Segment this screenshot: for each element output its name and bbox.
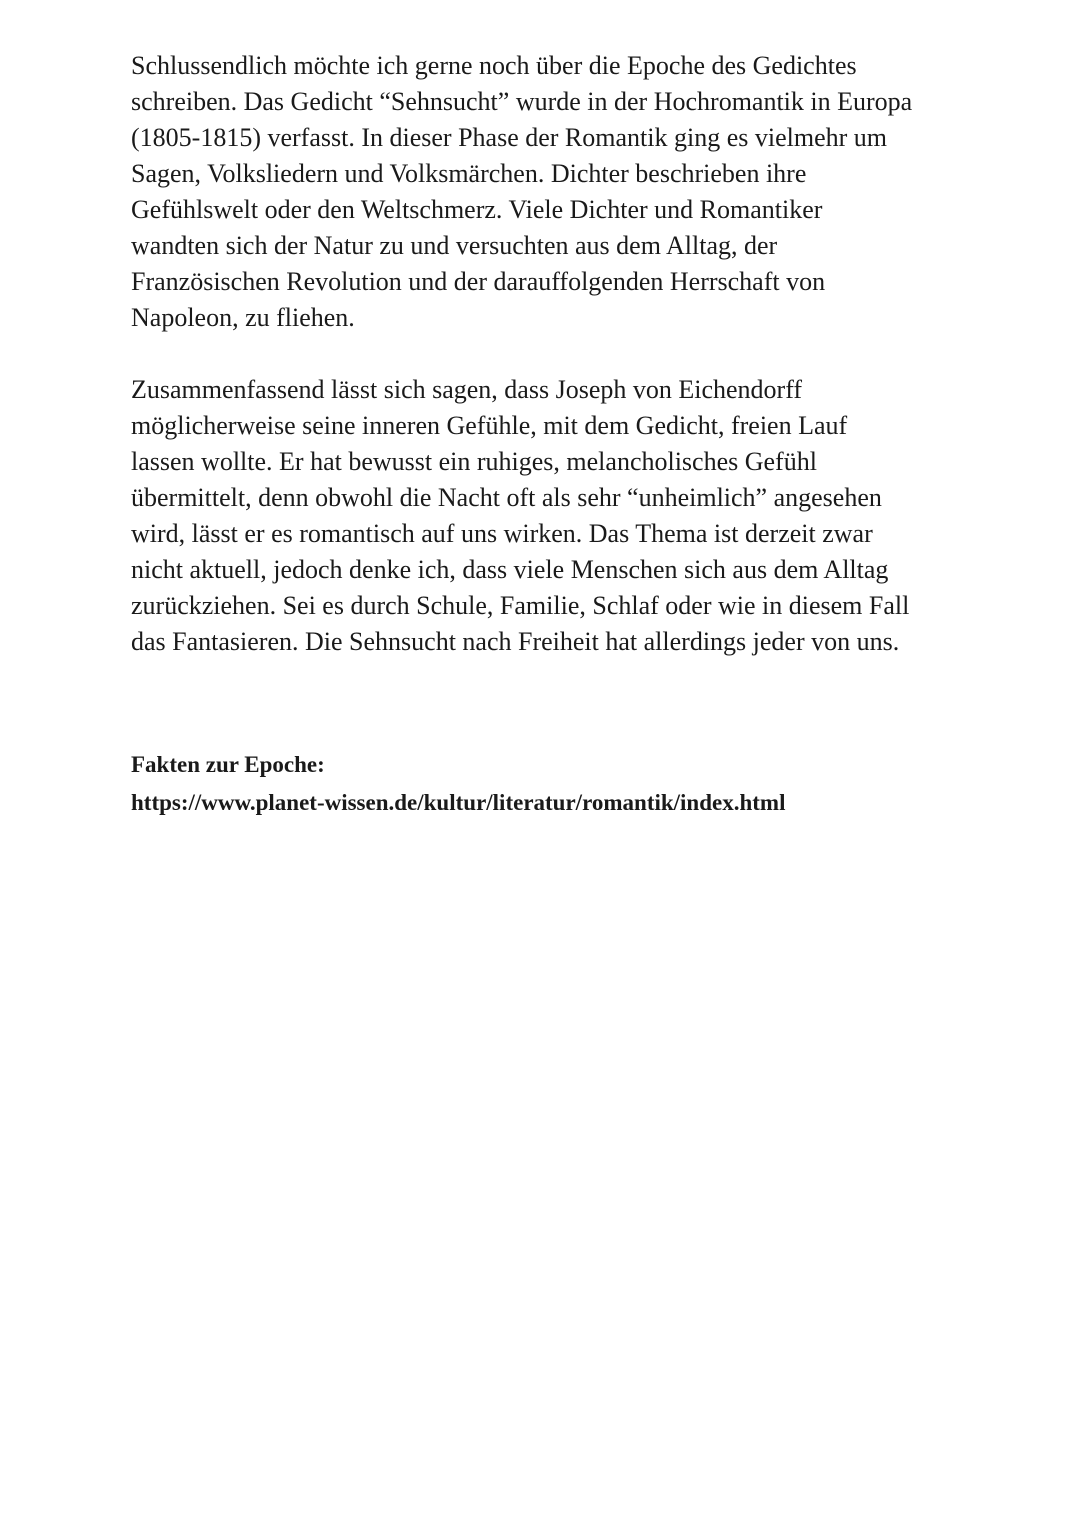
text-line: nicht aktuell, jedoch denke ich, dass viele Menschen sich aus dem Alltag bbox=[131, 555, 889, 584]
text-line: Sagen, Volksliedern und Volksmärchen. Dichter beschrieben ihre bbox=[131, 159, 807, 188]
text-line: Zusammenfassend lässt sich sagen, dass Joseph von Eichendorff bbox=[131, 375, 803, 404]
text-line: übermittelt, denn obwohl die Nacht oft als sehr “unheimlich” angesehen bbox=[131, 483, 882, 512]
text-line: schreiben. Das Gedicht “Sehnsucht” wurde in der Hochromantik in Europa bbox=[131, 87, 913, 116]
paragraph-epoch bbox=[131, 48, 991, 336]
text-line: wandten sich der Natur zu und versuchten aus dem Alltag, der bbox=[131, 231, 778, 260]
facts-heading: Fakten zur Epoche: bbox=[131, 752, 325, 777]
facts-source-link[interactable]: https://www.planet-wissen.de/kultur/literatur/romantik/index.html bbox=[131, 790, 786, 815]
text-line: möglicherweise seine inneren Gefühle, mit dem Gedicht, freien Lauf bbox=[131, 411, 848, 440]
text-line: das Fantasieren. Die Sehnsucht nach Freiheit hat allerdings jeder von uns. bbox=[131, 627, 900, 656]
text-line: lassen wollte. Er hat bewusst ein ruhiges, melancholisches Gefühl bbox=[131, 447, 817, 476]
facts-section bbox=[131, 746, 991, 822]
paragraph-summary bbox=[131, 372, 991, 660]
text-line: zurückziehen. Sei es durch Schule, Familie, Schlaf oder wie in diesem Fall bbox=[131, 591, 910, 620]
text-line: Schlussendlich möchte ich gerne noch über die Epoche des Gedichtes bbox=[131, 51, 857, 80]
text-line: Französischen Revolution und der darauffolgenden Herrschaft von bbox=[131, 267, 826, 296]
document-body bbox=[131, 48, 991, 822]
text-line: Napoleon, zu fliehen. bbox=[131, 303, 355, 332]
text-line: wird, lässt er es romantisch auf uns wirken. Das Thema ist derzeit zwar bbox=[131, 519, 873, 548]
text-line: (1805-1815) verfasst. In dieser Phase der Romantik ging es vielmehr um bbox=[131, 123, 887, 152]
text-line: Gefühlswelt oder den Weltschmerz. Viele Dichter und Romantiker bbox=[131, 195, 823, 224]
